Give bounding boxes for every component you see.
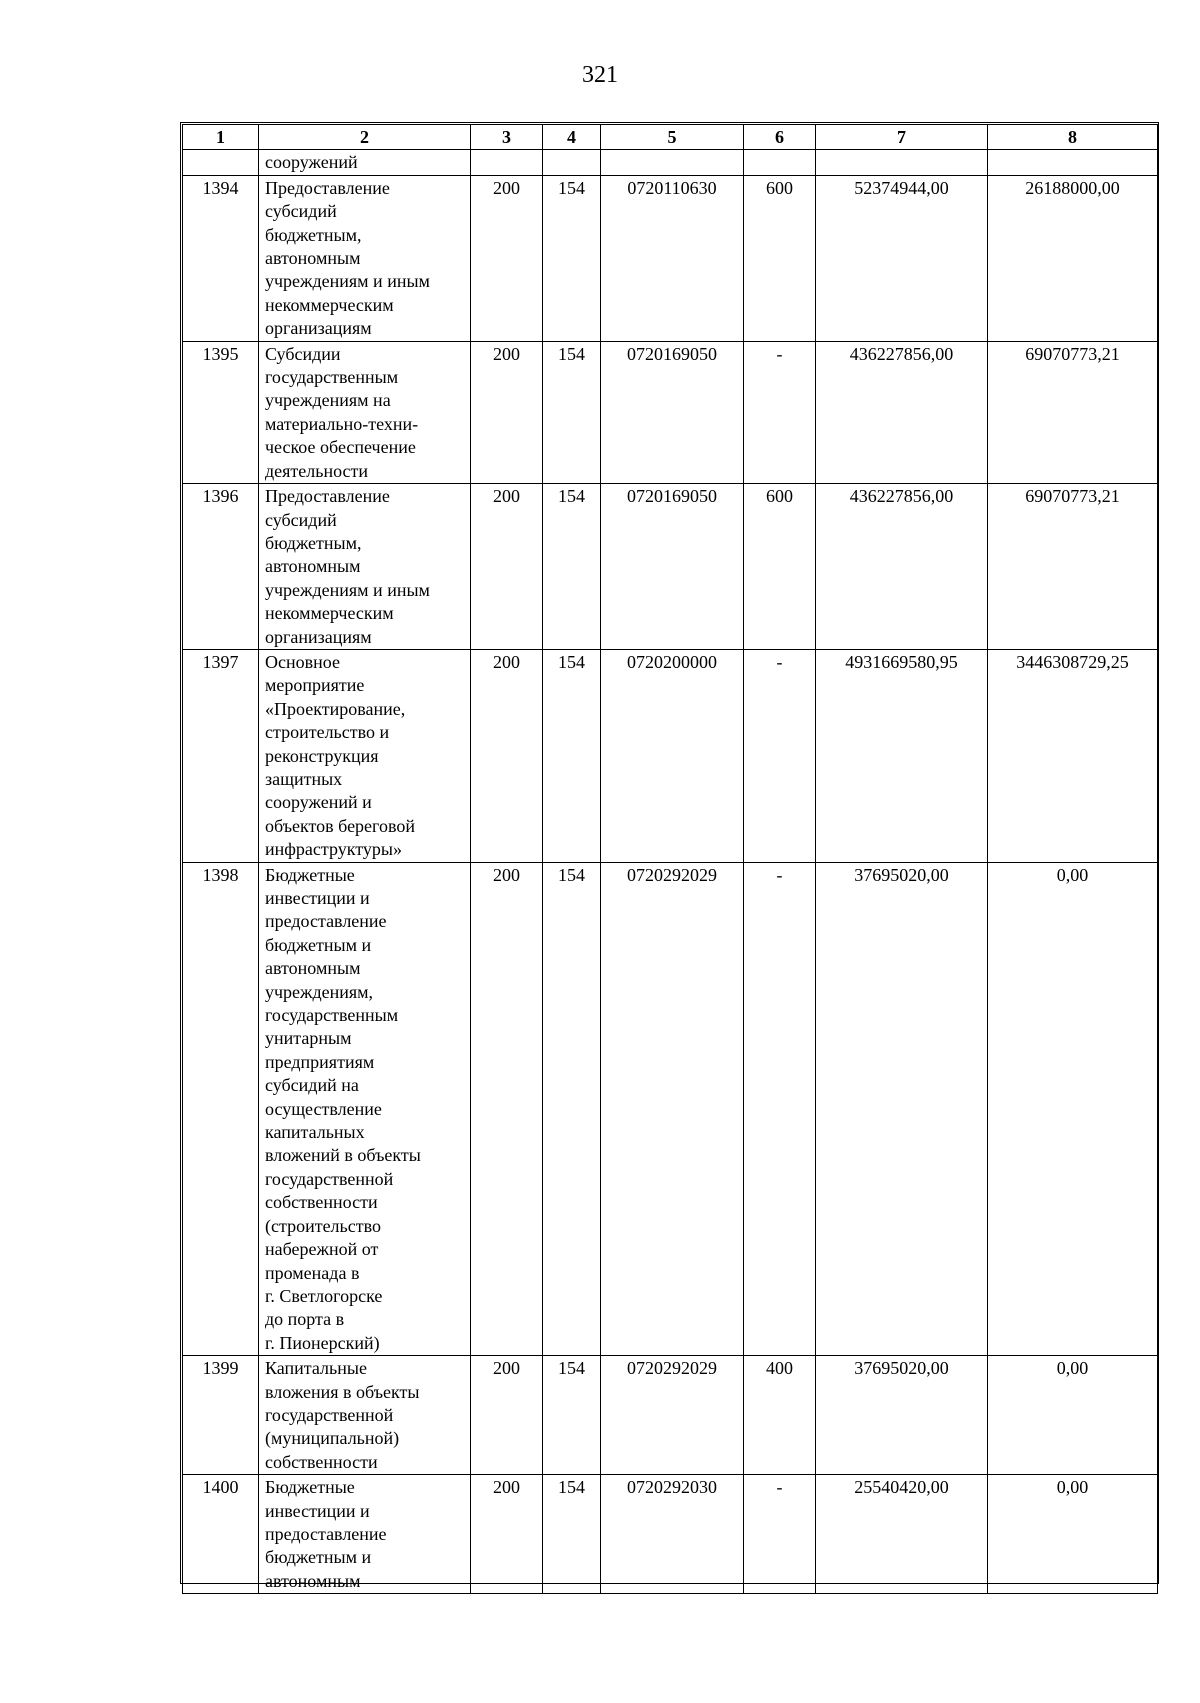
cell-expense-type: - (744, 1475, 816, 1594)
cell-col3: 200 (471, 341, 543, 483)
empty-cell (183, 150, 259, 175)
row-description: Бюджетные инвестиции и предоставление бюджетным и автономным (259, 1475, 471, 1594)
empty-cell (471, 150, 543, 175)
row-description: Основное мероприятие «Проектирование, строительство и реконструкция защитных сооружений и объектов береговой инфраструктуры» (259, 649, 471, 862)
table-row (183, 862, 1158, 1356)
header-cell-2: 2 (259, 125, 471, 150)
cell-col4: 154 (543, 649, 601, 862)
cell-expense-type: 600 (744, 175, 816, 341)
table-row (183, 341, 1158, 483)
cell-col3: 200 (471, 1356, 543, 1475)
cell-amount-1: 52374944,00 (816, 175, 988, 341)
row-description: Капитальные вложения в объекты государственной (муниципальной) собственности (259, 1356, 471, 1475)
budget-table (182, 124, 1158, 1594)
cell-col3: 200 (471, 649, 543, 862)
cell-col3: 200 (471, 175, 543, 341)
row-number: 1397 (183, 649, 259, 862)
row-number: 1400 (183, 1475, 259, 1594)
table-row (183, 175, 1158, 341)
table-body (183, 150, 1158, 1594)
cell-expense-type: 400 (744, 1356, 816, 1475)
cell-amount-1: 37695020,00 (816, 862, 988, 1356)
header-cell-7: 7 (816, 125, 988, 150)
row-description: Субсидии государственным учреждениям на материально-техни- ческое обеспечение деятельности (259, 341, 471, 483)
cell-amount-2: 0,00 (988, 862, 1158, 1356)
table-row (183, 1475, 1158, 1594)
header-cell-6: 6 (744, 125, 816, 150)
header-row (183, 125, 1158, 150)
empty-cell (744, 150, 816, 175)
cell-col3: 200 (471, 862, 543, 1356)
cell-target-code: 0720200000 (601, 649, 744, 862)
cell-amount-1: 25540420,00 (816, 1475, 988, 1594)
cell-col4: 154 (543, 1475, 601, 1594)
cell-col3: 200 (471, 1475, 543, 1594)
page-number: 321 (582, 62, 618, 88)
cell-target-code: 0720169050 (601, 341, 744, 483)
cell-col4: 154 (543, 484, 601, 650)
cell-amount-1: 37695020,00 (816, 1356, 988, 1475)
cell-amount-2: 69070773,21 (988, 341, 1158, 483)
header-cell-8: 8 (988, 125, 1158, 150)
row-description: Предоставление субсидий бюджетным, автономным учреждениям и иным некоммерческим организациям (259, 175, 471, 341)
cell-target-code: 0720292030 (601, 1475, 744, 1594)
cell-expense-type: - (744, 649, 816, 862)
cell-expense-type: - (744, 341, 816, 483)
cell-expense-type: - (744, 862, 816, 1356)
header-cell-4: 4 (543, 125, 601, 150)
cell-amount-1: 4931669580,95 (816, 649, 988, 862)
continuation-text: сооружений (259, 150, 471, 175)
table-row (183, 484, 1158, 650)
empty-cell (601, 150, 744, 175)
cell-col3: 200 (471, 484, 543, 650)
cell-col4: 154 (543, 175, 601, 341)
cell-amount-2: 3446308729,25 (988, 649, 1158, 862)
cell-target-code: 0720110630 (601, 175, 744, 341)
cell-amount-2: 69070773,21 (988, 484, 1158, 650)
cell-target-code: 0720292029 (601, 862, 744, 1356)
row-number: 1396 (183, 484, 259, 650)
row-number: 1399 (183, 1356, 259, 1475)
empty-cell (543, 150, 601, 175)
row-number: 1394 (183, 175, 259, 341)
empty-cell (988, 150, 1158, 175)
header-cell-3: 3 (471, 125, 543, 150)
header-cell-5: 5 (601, 125, 744, 150)
cell-amount-2: 0,00 (988, 1356, 1158, 1475)
cell-target-code: 0720292029 (601, 1356, 744, 1475)
cell-amount-2: 0,00 (988, 1475, 1158, 1594)
continuation-row (183, 150, 1158, 175)
row-number: 1395 (183, 341, 259, 483)
cell-col4: 154 (543, 341, 601, 483)
empty-cell (816, 150, 988, 175)
row-description: Бюджетные инвестиции и предоставление бюджетным и автономным учреждениям, государственным унитарным предприятиям субсидий на осуществление капитальных вложений в объекты государственной собственности (строительство набережной от променада в г. Светлогорске до порта в г. Пионерский) (259, 862, 471, 1356)
table-row (183, 1356, 1158, 1475)
cell-amount-1: 436227856,00 (816, 484, 988, 650)
cell-expense-type: 600 (744, 484, 816, 650)
cell-amount-2: 26188000,00 (988, 175, 1158, 341)
row-number: 1398 (183, 862, 259, 1356)
header-cell-1: 1 (183, 125, 259, 150)
cell-col4: 154 (543, 862, 601, 1356)
cell-amount-1: 436227856,00 (816, 341, 988, 483)
cell-col4: 154 (543, 1356, 601, 1475)
table-row (183, 649, 1158, 862)
row-description: Предоставление субсидий бюджетным, автономным учреждениям и иным некоммерческим организациям (259, 484, 471, 650)
cell-target-code: 0720169050 (601, 484, 744, 650)
